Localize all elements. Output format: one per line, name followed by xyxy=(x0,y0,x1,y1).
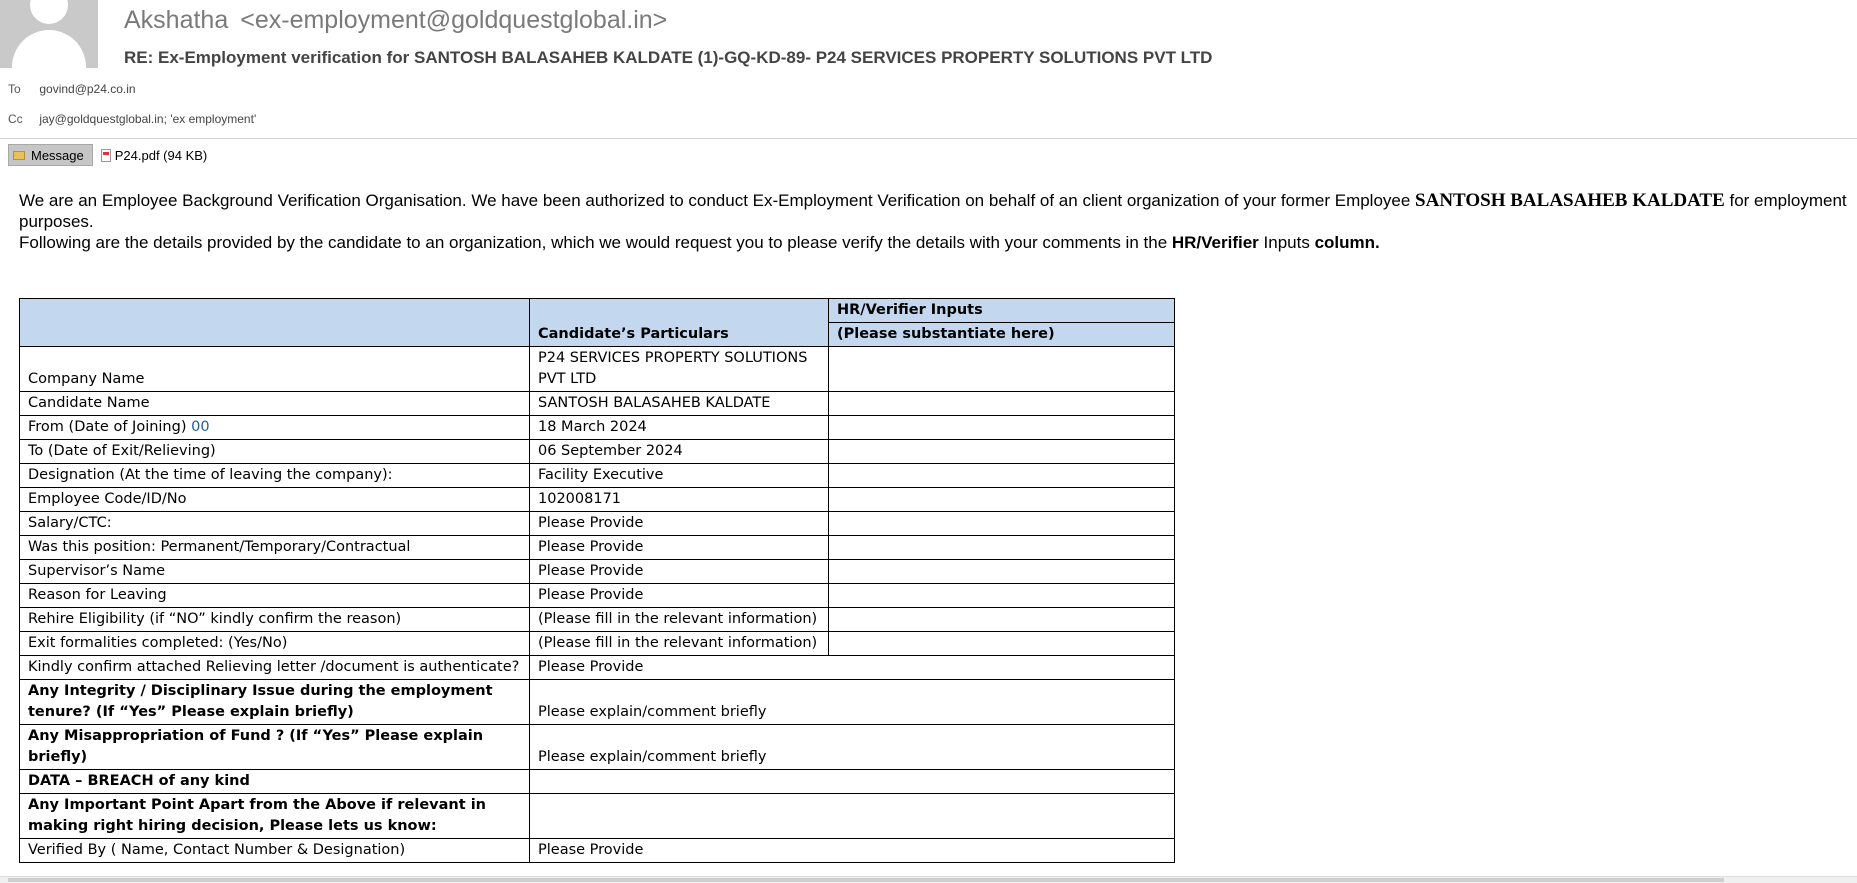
row-verifier-input[interactable] xyxy=(829,464,1175,488)
row-label: Exit formalities completed: (Yes/No) xyxy=(20,632,530,656)
row-verifier-input[interactable] xyxy=(829,416,1175,440)
sender-email[interactable]: <ex-employment@goldquestglobal.in> xyxy=(240,6,668,34)
p2-text: Following are the details provided by the candidate to an organization, which we would request you to please verify the details with your comments in the xyxy=(19,233,1172,252)
row-label: Salary/CTC: xyxy=(20,512,530,536)
row-label: Supervisor’s Name xyxy=(20,560,530,584)
row-label: Rehire Eligibility (if “NO” kindly confirm the reason) xyxy=(20,608,530,632)
row-label: Employee Code/ID/No xyxy=(20,488,530,512)
scrollbar-thumb[interactable] xyxy=(8,878,1724,882)
attachment-label: P24.pdf (94 KB) xyxy=(114,147,208,163)
row-label: Reason for Leaving xyxy=(20,584,530,608)
row-label: Any Integrity / Disciplinary Issue during the employment tenure? (If “Yes” Please explain briefly) xyxy=(20,680,530,725)
row-value: 102008171 xyxy=(530,488,829,512)
cc-label: Cc xyxy=(8,112,23,126)
sender-line xyxy=(124,6,667,35)
message-tab[interactable] xyxy=(8,144,93,166)
pdf-icon xyxy=(101,149,111,162)
row-label-text: From (Date of Joining) xyxy=(28,419,192,435)
p2-column: column. xyxy=(1314,233,1380,252)
sender-name: Akshatha xyxy=(124,6,229,34)
table-row xyxy=(20,680,1175,725)
table-row xyxy=(20,512,1175,536)
header-empty-cell xyxy=(20,299,530,347)
pdf-attachment[interactable] xyxy=(101,148,208,163)
row-value: P24 SERVICES PROPERTY SOLUTIONS PVT LTD xyxy=(530,347,829,392)
p1-text: We are an Employee Background Verification Organisation. We have been authorized to conduct Ex-Employment Verification on behalf of an client organization of your former Employee xyxy=(19,191,1416,210)
row-label: Was this position: Permanent/Temporary/Contractual xyxy=(20,536,530,560)
header-divider xyxy=(0,138,1857,139)
table-row xyxy=(20,794,1175,839)
row-label: Any Misappropriation of Fund ? (If “Yes” Please explain briefly) xyxy=(20,725,530,770)
row-label: Designation (At the time of leaving the company): xyxy=(20,464,530,488)
row-value: 06 September 2024 xyxy=(530,440,829,464)
table-row xyxy=(20,440,1175,464)
row-value: (Please fill in the relevant information) xyxy=(530,632,829,656)
row-value: Facility Executive xyxy=(530,464,829,488)
p1-candidate-name: SANTOSH BALASAHEB KALDATE xyxy=(1415,190,1725,211)
cc-recipients[interactable]: jay@goldquestglobal.in; 'ex employment' xyxy=(39,112,257,126)
row-value: SANTOSH BALASAHEB KALDATE xyxy=(530,392,829,416)
message-tab-label: Message xyxy=(31,147,84,163)
table-row xyxy=(20,632,1175,656)
row-verifier-input[interactable] xyxy=(829,392,1175,416)
verification-table xyxy=(19,298,1175,863)
avatar-head-shape xyxy=(30,0,68,24)
row-label: DATA – BREACH of any kind xyxy=(20,770,530,794)
body-paragraph-1-cont: purposes. xyxy=(19,212,94,231)
table-row xyxy=(20,608,1175,632)
row-value: 18 March 2024 xyxy=(530,416,829,440)
table-row xyxy=(20,392,1175,416)
table-row xyxy=(20,770,1175,794)
row-label: Any Important Point Apart from the Above if relevant in making right hiring decision, Please lets us know: xyxy=(20,794,530,839)
row-label: Company Name xyxy=(20,347,530,392)
table-row xyxy=(20,560,1175,584)
row-label: Candidate Name xyxy=(20,392,530,416)
row-value: Please Provide xyxy=(530,839,1175,863)
envelope-icon xyxy=(13,151,25,160)
table-row xyxy=(20,725,1175,770)
row-verifier-input[interactable] xyxy=(829,632,1175,656)
table-row xyxy=(20,464,1175,488)
row-value xyxy=(530,794,1175,839)
to-label: To xyxy=(8,82,21,96)
row-verifier-input[interactable] xyxy=(829,488,1175,512)
header-candidate-particulars: Candidate’s Particulars xyxy=(530,299,829,347)
to-row xyxy=(8,82,136,96)
row-verifier-input[interactable] xyxy=(829,560,1175,584)
p2-inputs: Inputs xyxy=(1258,233,1315,252)
table-row xyxy=(20,488,1175,512)
table-header-row-1 xyxy=(20,299,1175,323)
row-value: Please Provide xyxy=(530,512,829,536)
header-substantiate: (Please substantiate here) xyxy=(829,323,1175,347)
row-verifier-input[interactable] xyxy=(829,536,1175,560)
table-row xyxy=(20,536,1175,560)
cc-row xyxy=(8,112,256,126)
email-body xyxy=(19,190,1857,253)
row-label: To (Date of Exit/Relieving) xyxy=(20,440,530,464)
p1-text-end: for employment xyxy=(1724,191,1847,210)
row-label-extra: 00 xyxy=(191,419,210,435)
row-verifier-input[interactable] xyxy=(829,440,1175,464)
table-row xyxy=(20,584,1175,608)
row-value: Please Provide xyxy=(530,656,1175,680)
row-verifier-input[interactable] xyxy=(829,608,1175,632)
table-row xyxy=(20,656,1175,680)
body-paragraph-2 xyxy=(19,232,1857,253)
header-hr-verifier-inputs: HR/Verifier Inputs xyxy=(829,299,1175,323)
row-value: Please Provide xyxy=(530,536,829,560)
table-row xyxy=(20,347,1175,392)
row-label: Verified By ( Name, Contact Number & Designation) xyxy=(20,839,530,863)
body-paragraph-1 xyxy=(19,190,1857,211)
sender-avatar xyxy=(0,0,98,68)
avatar-body-shape xyxy=(12,30,86,68)
row-value xyxy=(530,770,1175,794)
row-verifier-input[interactable] xyxy=(829,584,1175,608)
email-subject: RE: Ex-Employment verification for SANTOSH BALASAHEB KALDATE (1)-GQ-KD-89- P24 SERVICES PROPERTY SOLUTIONS PVT LTD xyxy=(124,48,1213,67)
row-verifier-input[interactable] xyxy=(829,512,1175,536)
row-verifier-input[interactable] xyxy=(829,347,1175,392)
row-value: (Please fill in the relevant information) xyxy=(530,608,829,632)
table-row xyxy=(20,416,1175,440)
row-label xyxy=(20,416,530,440)
row-value: Please Provide xyxy=(530,584,829,608)
row-value: Please Provide xyxy=(530,560,829,584)
row-value: Please explain/comment briefly xyxy=(530,725,1175,770)
row-value: Please explain/comment briefly xyxy=(530,680,1175,725)
to-recipient[interactable]: govind@p24.co.in xyxy=(39,82,136,96)
p2-hr-verifier: HR/Verifier xyxy=(1171,233,1259,252)
row-label: Kindly confirm attached Relieving letter /document is authenticate? xyxy=(20,656,530,680)
table-row xyxy=(20,839,1175,863)
attachment-bar xyxy=(8,144,207,166)
